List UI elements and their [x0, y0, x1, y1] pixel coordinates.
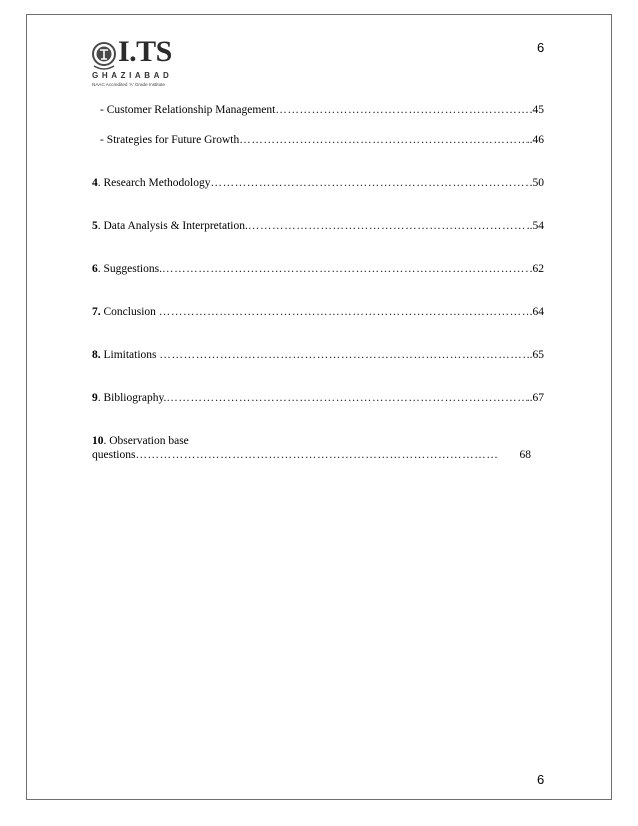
its-logo [92, 35, 173, 92]
footer-page-number: 6 [537, 772, 545, 787]
toc-entry-number: 8. [92, 349, 101, 361]
its-emblem-icon [92, 40, 118, 70]
page-border [26, 14, 612, 800]
toc-entry-data-analysis[interactable] [92, 219, 544, 233]
toc-entry-conclusion[interactable] [92, 305, 544, 319]
toc-entry-number: 7. [92, 306, 101, 318]
logo-tagline: NAAC Accredited 'A' Grade Institute [92, 82, 165, 87]
toc-leader-dots [275, 103, 529, 117]
toc-leader-dots [162, 262, 530, 276]
toc-entry-label: - Strategies for Future Growth [100, 134, 240, 146]
toc-entry-strategies[interactable] [100, 133, 544, 147]
toc-entry-number: 9 [92, 392, 98, 404]
toc-leader-dots [211, 176, 530, 190]
toc-entry-page: 68 [519, 449, 531, 461]
toc-entry-page: .62 [529, 263, 544, 275]
header-page-number: 6 [537, 40, 545, 55]
toc-entry-crm[interactable] [100, 103, 544, 117]
toc-entry-research-methodology[interactable] [92, 176, 544, 190]
toc-leader-dots [239, 133, 527, 147]
toc-entry-page: ..46 [526, 134, 544, 146]
logo-name: I.TS [118, 35, 172, 68]
toc-entry-number: 6 [92, 263, 98, 275]
toc-entry-label: . Research Methodology [97, 177, 211, 189]
toc-leader-dots [135, 448, 497, 462]
toc-entry-page: ..67 [526, 392, 544, 404]
toc-entry-number: 4 [92, 177, 98, 189]
toc-entry-suggestions[interactable] [92, 262, 544, 276]
toc-leader-dots [159, 348, 529, 362]
toc-entry-label-continued: questions [92, 449, 136, 461]
logo-city: GHAZIABAD [92, 71, 173, 80]
toc-entry-limitations[interactable] [92, 348, 544, 362]
toc-leader-dots [159, 305, 530, 319]
toc-entry-page: .45 [529, 104, 544, 116]
toc-entry-number: 5 [92, 220, 98, 232]
toc-entry-label: . Suggestions. [97, 263, 162, 275]
toc-entry-number: 10 [92, 435, 104, 447]
toc-leader-dots [166, 391, 526, 405]
toc-entry-observation-questions[interactable] [92, 434, 544, 462]
toc-entry-label: . Bibliography. [97, 392, 167, 404]
toc-entry-page: .50 [529, 177, 544, 189]
toc-entry-label: . Data Analysis & Interpretation. [97, 220, 248, 232]
toc-entry-label: - Customer Relationship Management [100, 104, 276, 116]
toc-entry-page: .65 [529, 349, 544, 361]
toc-entry-label: Limitations [100, 349, 160, 361]
toc-entry-page: ..54 [526, 220, 544, 232]
toc-entry-page: .64 [529, 306, 544, 318]
toc-leader-dots [248, 219, 527, 233]
toc-entry-bibliography[interactable] [92, 391, 544, 405]
toc-entry-label: Conclusion [100, 306, 159, 318]
toc-entry-label: . Observation base [103, 435, 189, 447]
